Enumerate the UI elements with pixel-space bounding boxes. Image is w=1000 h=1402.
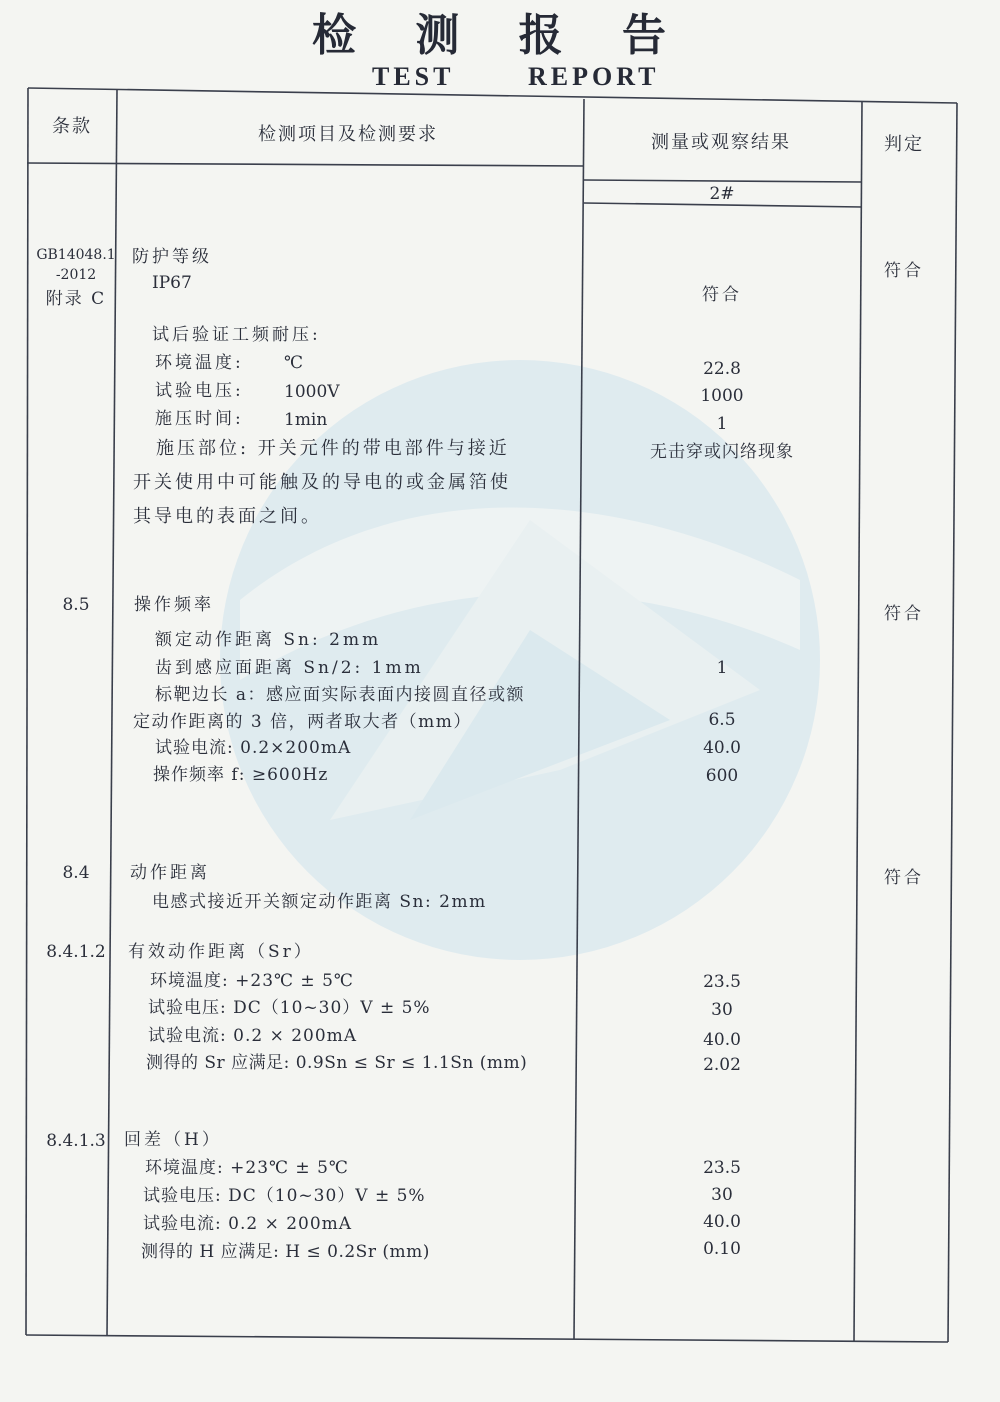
s1-ip-requirement: IP67 [152,273,192,293]
s1-clause-line3: 附录 C [45,289,107,309]
s4-line2-value: 30 [711,1000,733,1020]
s1-clause-line1: GB14048.1 [36,247,116,263]
s2-line2-value: 1 [716,658,728,678]
s3-verdict: 符合 [884,868,924,888]
s1-apply-line1: 施压部位: 开关元件的带电部件与接近 [156,438,510,459]
s3-line1: 电感式接近开关额定动作距离 Sn: 2mm [152,892,487,912]
s3-clause: 8.4 [62,863,90,883]
s1-apply-result: 无击穿或闪络现象 [650,442,794,462]
s4-line1: 环境温度: +23℃ ± 5℃ [150,971,354,991]
s1-volt-value: 1000 [700,386,744,406]
s2-line4-value: 6.5 [708,710,736,730]
s5-line4-value: 0.10 [703,1239,741,1259]
title-english-test: TEST [372,62,455,91]
s2-clause: 8.5 [62,595,90,615]
s1-temp-label: 环境温度: [155,353,244,373]
header-result: 测量或观察结果 [651,132,791,153]
s5-line3: 试验电流: 0.2 × 200mA [143,1214,353,1234]
s1-apply-line2: 开关使用中可能触及的导电的或金属箔使 [133,472,511,493]
s4-line4: 测得的 Sr 应满足: 0.9Sn ≤ Sr ≤ 1.1Sn (mm) [146,1053,528,1073]
s2-line2: 齿到感应面距离 Sn/2: 1mm [155,658,424,678]
s1-verdict: 符合 [884,261,924,281]
s4-title: 有效动作距离（Sr） [128,942,314,962]
s4-line3: 试验电流: 0.2 × 200mA [148,1026,358,1046]
s1-clause-line2: -2012 [55,267,97,283]
s5-clause: 8.4.1.3 [46,1131,106,1151]
s5-line3-value: 40.0 [703,1212,741,1232]
title-chinese: 检 测 报 告 [312,10,688,61]
s4-clause: 8.4.1.2 [46,942,106,962]
s1-sub-title: 试后验证工频耐压: [152,325,321,345]
s2-verdict: 符合 [884,604,924,624]
s4-line2: 试验电压: DC（10~30）V ± 5% [148,998,431,1018]
s1-time-requirement: 1min [284,410,328,430]
s1-volt-requirement: 1000V [284,382,340,402]
header-sample-id: 2# [709,184,735,204]
s2-line5-value: 40.0 [703,738,741,758]
s5-line4: 测得的 H 应满足: H ≤ 0.2Sr (mm) [141,1242,430,1262]
s2-line1: 额定动作距离 Sn: 2mm [155,630,382,650]
s5-line2: 试验电压: DC（10~30）V ± 5% [143,1186,426,1206]
s2-line6: 操作频率 f: ≥600Hz [153,765,329,785]
s1-volt-label: 试验电压: [155,381,244,401]
s4-line4-value: 2.02 [703,1055,741,1075]
s1-apply-line3: 其导电的表面之间。 [133,506,322,527]
title-english-report: REPORT [528,62,660,91]
s1-temp-value: 22.8 [703,359,741,379]
s2-title: 操作频率 [134,595,214,615]
s2-line5: 试验电流: 0.2×200mA [155,738,352,758]
s5-title: 回差（H） [124,1130,222,1150]
s4-line1-value: 23.5 [703,972,741,992]
s1-temp-unit: ℃ [284,353,304,373]
s3-title: 动作距离 [130,863,210,883]
s2-line3: 标靶边长 a：感应面实际表面内接圆直径或额 [155,685,526,705]
s5-line1: 环境温度: +23℃ ± 5℃ [145,1158,349,1178]
s1-time-label: 施压时间: [155,409,244,429]
s5-line1-value: 23.5 [703,1158,741,1178]
header-clause: 条款 [52,116,92,137]
s5-line2-value: 30 [711,1185,733,1205]
s2-line6-value: 600 [705,766,739,786]
s1-title: 防护等级 [132,247,212,267]
header-item: 检测项目及检测要求 [258,124,438,145]
header-verdict: 判定 [884,134,924,155]
s2-line4: 定动作距离的 3 倍，两者取大者（mm） [133,712,472,732]
s1-ip-result: 符合 [702,285,742,305]
s1-time-value: 1 [716,414,728,434]
s4-line3-value: 40.0 [703,1030,741,1050]
